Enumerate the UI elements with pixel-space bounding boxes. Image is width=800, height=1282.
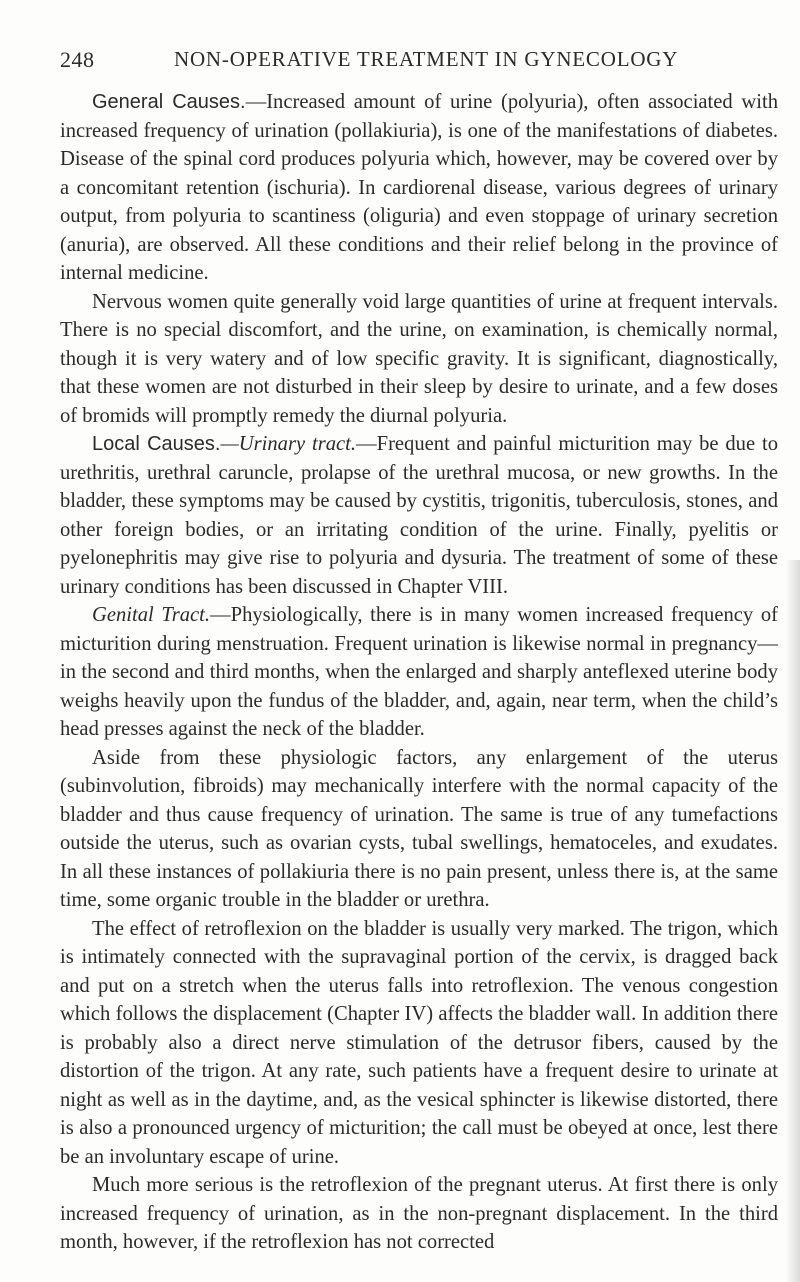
page-edge-shadow — [786, 560, 800, 1282]
paragraph-text: The effect of retroflexion on the bladder is usually very marked. The trigon, which is intimately connected with the supravaginal portion of the cervix, is dragged back and put on a stretch when the uterus falls into retroflexion. The venous congestion which follows the displacement (Chapter IV) affects the bladder wall. In addition there is probably also a direct nerve stimulation of the detrusor fibers, caused by the distortion of the trigon. At any rate, such patients have a frequent desire to urinate at night as well as in the daytime, and, as the vesical sphincter is likewise distorted, there is also a pronounced urgency of micturition; the call must be obeyed at once, lest there be an involuntary escape of urine. — [60, 917, 778, 1168]
running-head: NON-OPERATIVE TREATMENT IN GYNECOLOGY — [174, 47, 679, 71]
paragraph-text: Nervous women quite generally void large quantities of urine at frequent intervals. There is no special discomfort, and the urine, on examination, is chemically normal, though it is very watery and of low specific gravity. It is significant, diagnostically, that these women are not disturbed in their sleep by desire to urinate, and a few doses of bromids will promptly remedy the diurnal polyuria. — [60, 290, 778, 427]
paragraph-genital-tract — [60, 601, 778, 744]
body-text — [60, 88, 778, 1257]
paragraph-pregnant-uterus — [60, 1171, 778, 1257]
run-in-heading-general-causes: General Causes. — [92, 91, 246, 113]
paragraph-text: —Physiologically, there is in many women increased frequency of micturition during menstruation. Frequent urination is likewise normal in pregnancy—in the second and third months, when the enlarged and sharply anteflexed uterine body weighs heavily upon the fundus of the bladder, and, again, near term, when the child’s head presses against the neck of the bladder. — [60, 604, 779, 740]
page-header — [60, 47, 720, 77]
paragraph-retroflexion-effect — [60, 915, 778, 1172]
paragraph-text: —Frequent and painful micturition may be due to urethritis, urethral caruncle, prolapse of the urethral mucosa, or new growths. In the bladder, these symptoms may be caused by cystitis, trigonitis, tuberculosis, stones, and other foreign bodies, or an irritating condition of the urine. Finally, pyelitis or pyelonephritis may give rise to polyuria and dysuria. The treatment of some of these urinary conditions has been discussed in Chapter VIII. — [60, 433, 778, 598]
paragraph-nervous-women — [60, 288, 778, 431]
page-number: 248 — [60, 47, 95, 72]
sub-heading-urinary-tract: —Urinary tract. — [220, 433, 357, 455]
paragraph-text: Much more serious is the retroflexion of the pregnant uterus. At first there is only increased frequency of urination, as in the non-pregnant displacement. In the third month, however, if the retroflexion has not corrected — [60, 1174, 778, 1253]
paragraph-local-causes — [60, 430, 778, 601]
run-in-heading-local-causes: Local Causes. — [92, 433, 221, 455]
paragraph-physiologic-factors — [60, 744, 778, 915]
sub-heading-genital-tract: Genital Tract. — [92, 604, 211, 626]
paragraph-text: Aside from these physiologic factors, any enlargement of the uterus (subinvolution, fibroids) may mechanically interfere with the normal capacity of the bladder and thus cause frequency of urination. The same is true of any tumefactions outside the uterus, such as ovarian cysts, tubal swellings, hematoceles, and exudates. In all these instances of pollakiuria there is no pain present, unless there is, at the same time, some organic trouble in the bladder or urethra. — [60, 746, 778, 911]
paragraph-general-causes — [60, 88, 778, 288]
paragraph-text: —Increased amount of urine (polyuria), often associated with increased frequency of urination (pollakiuria), is one of the manifestations of diabetes. Disease of the spinal cord produces polyuria which, however, may be covered over by a concomitant retention (ischuria). In cardiorenal disease, various degrees of urinary output, from polyuria to scantiness (oliguria) and even stoppage of urinary secretion (anuria), are observed. All these conditions and their relief belong in the province of internal medicine. — [60, 91, 778, 284]
